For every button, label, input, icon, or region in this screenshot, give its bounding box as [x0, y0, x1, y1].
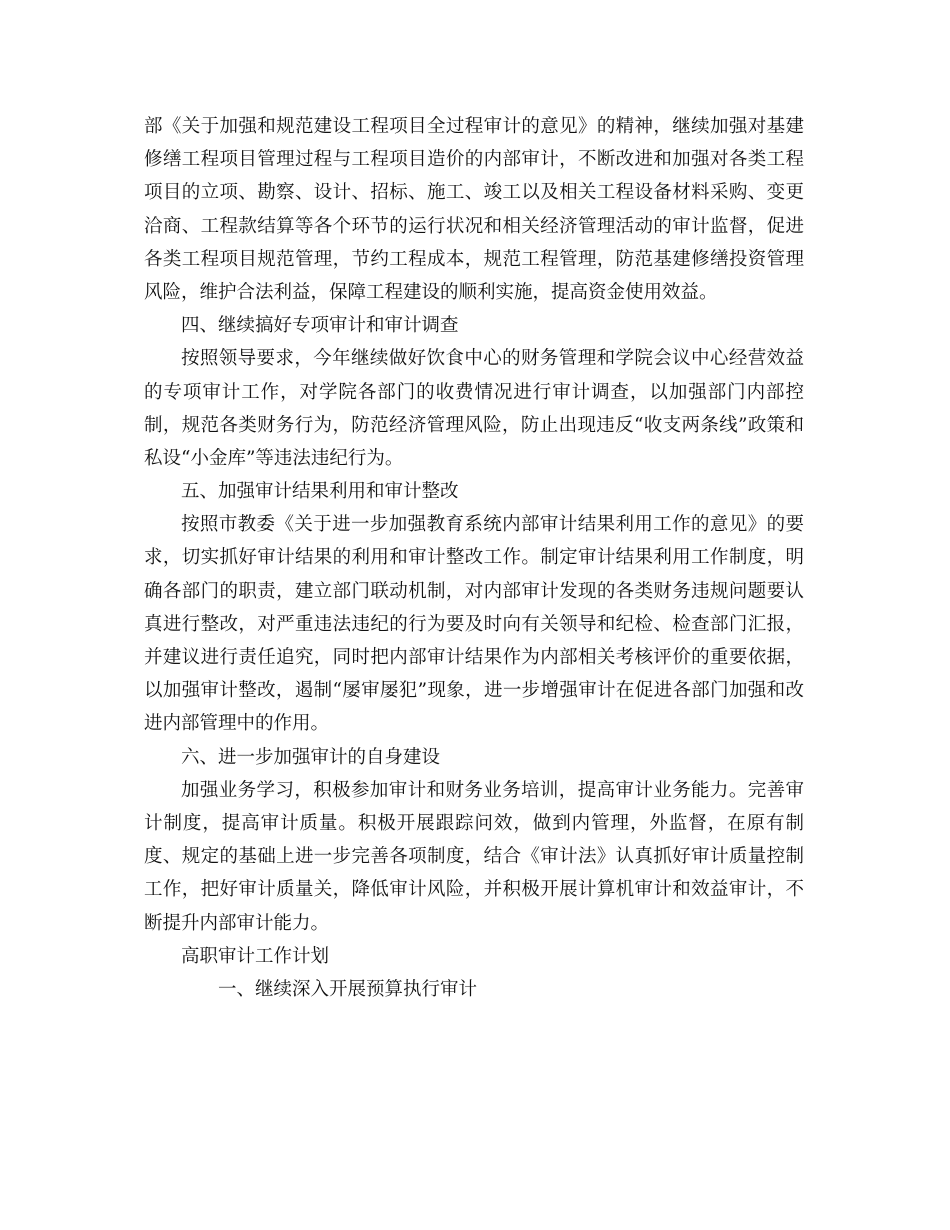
section-heading: 四、继续搞好专项审计和审计调查	[181, 315, 459, 337]
document-body	[144, 110, 804, 1006]
section-heading: 五、加强审计结果利用和审计整改	[181, 481, 459, 503]
paragraph-line: 私设“小金库”等违法违纪行为。	[144, 447, 404, 469]
paragraph-line: 度、规定的基础上进一步完善各项制度，结合《审计法》认真抓好审计质量控制	[144, 846, 804, 868]
paragraph-line: 进内部管理中的作用。	[144, 713, 330, 735]
paragraph-line: 工作，把好审计质量关，降低审计风险，并积极开展计算机审计和效益审计，不	[144, 879, 804, 901]
paragraph-line: 项目的立项、勘察、设计、招标、施工、竣工以及相关工程设备材料采购、变更	[144, 182, 804, 204]
paragraph-line: 求，切实抓好审计结果的利用和审计整改工作。制定审计结果利用工作制度，明	[144, 547, 804, 569]
paragraph-line: 各类工程项目规范管理，节约工程成本，规范工程管理，防范基建修缮投资管理	[144, 248, 804, 270]
paragraph-line: 确各部门的职责，建立部门联动机制，对内部审计发现的各类财务违规问题要认	[144, 580, 804, 602]
paragraph-line: 按照领导要求，今年继续做好饮食中心的财务管理和学院会议中心经营效益	[181, 348, 804, 370]
paragraph-line: 制，规范各类财务行为，防范经济管理风险，防止出现违反“收支两条线”政策和	[144, 414, 804, 436]
paragraph-line: 修缮工程项目管理过程与工程项目造价的内部审计，不断改进和加强对各类工程	[144, 149, 804, 171]
section-heading: 一、继续深入开展预算执行审计	[218, 978, 478, 1000]
paragraph-line: 以加强审计整改，遏制“屡审屡犯”现象，进一步增强审计在促进各部门加强和改	[144, 680, 804, 702]
paragraph-line: 真进行整改，对严重违法违纪的行为要及时向有关领导和纪检、检查部门汇报，	[144, 613, 804, 635]
paragraph-line: 部《关于加强和规范建设工程项目全过程审计的意见》的精神，继续加强对基建	[144, 116, 804, 137]
paragraph-line: 加强业务学习，积极参加审计和财务业务培训，提高审计业务能力。完善审	[181, 779, 804, 801]
paragraph-line: 风险，维护合法利益，保障工程建设的顺利实施，提高资金使用效益。	[144, 281, 718, 303]
paragraph-line: 洽商、工程款结算等各个环节的运行状况和相关经济管理活动的审计监督，促进	[144, 215, 804, 237]
document-title: 高职审计工作计划	[181, 945, 330, 967]
paragraph-line: 断提升内部审计能力。	[144, 912, 330, 934]
section-heading: 六、进一步加强审计的自身建设	[181, 746, 441, 768]
paragraph-line: 按照市教委《关于进一步加强教育系统内部审计结果利用工作的意见》的要	[181, 514, 804, 536]
paragraph-line: 的专项审计工作，对学院各部门的收费情况进行审计调查，以加强部门内部控	[144, 381, 804, 403]
paragraph-line: 计制度，提高审计质量。积极开展跟踪问效，做到内管理，外监督，在原有制	[144, 812, 804, 834]
paragraph-line: 并建议进行责任追究，同时把内部审计结果作为内部相关考核评价的重要依据，	[144, 647, 804, 668]
